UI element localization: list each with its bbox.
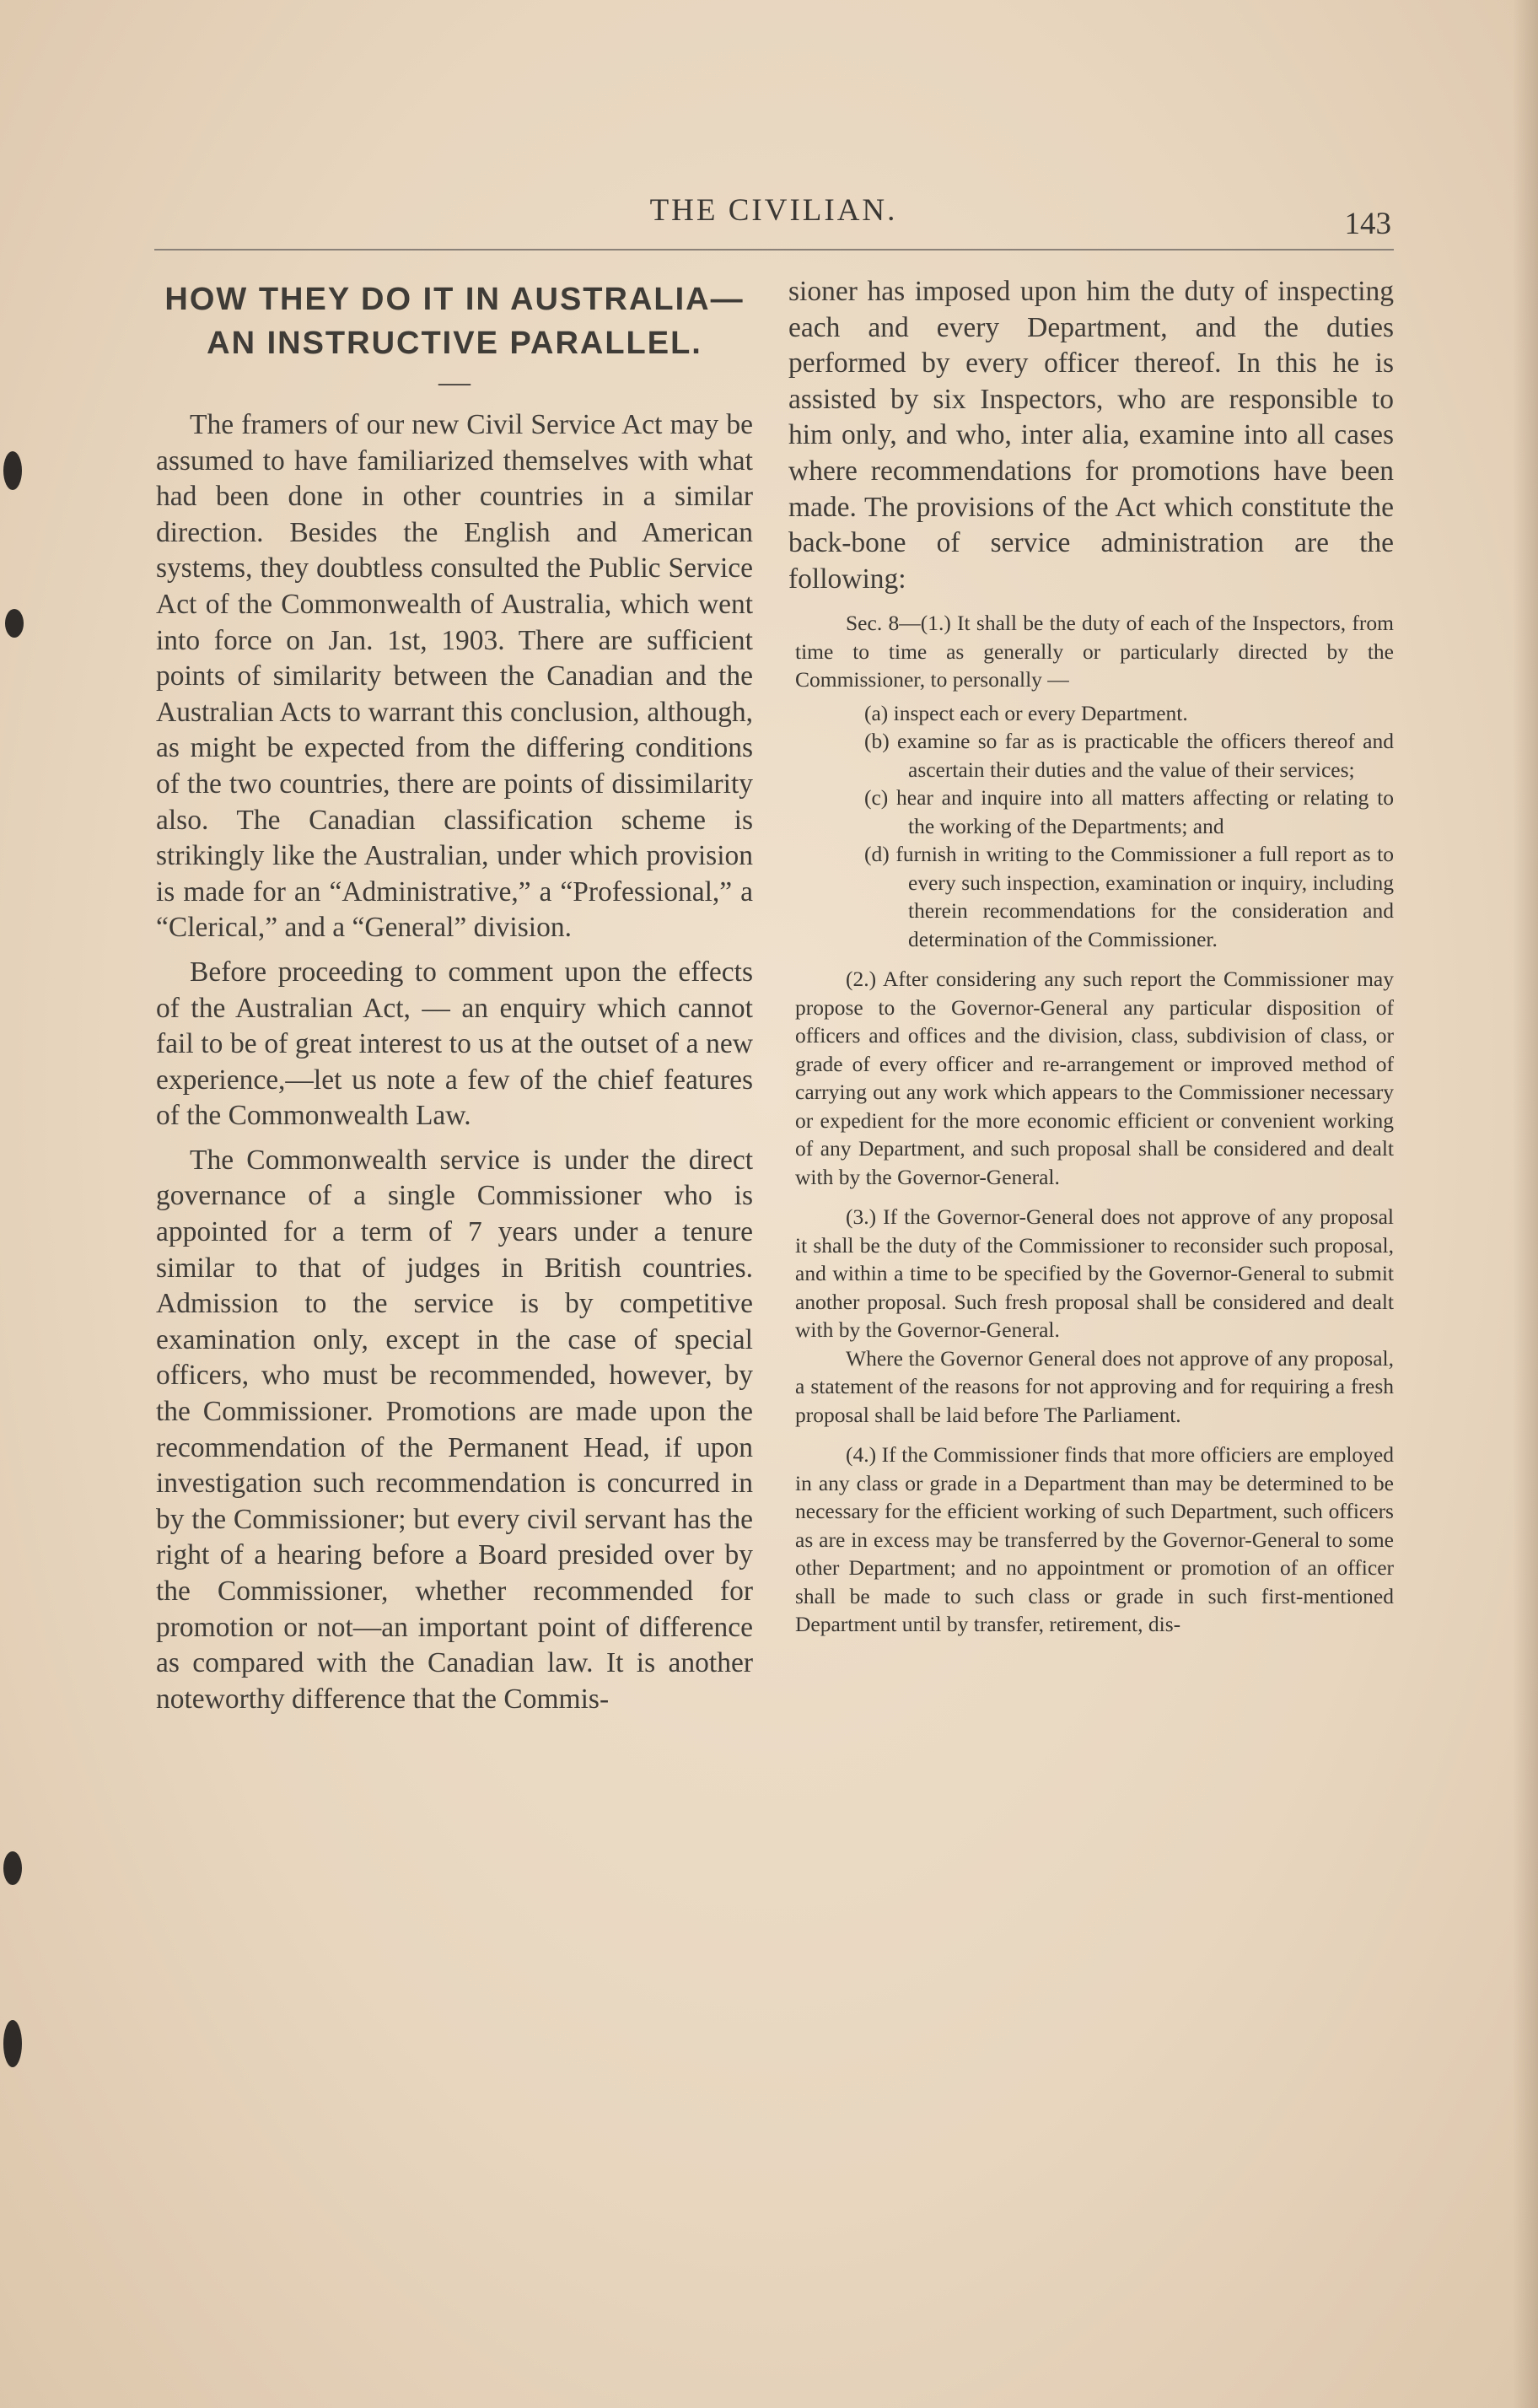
header-rule: [154, 249, 1394, 250]
right-column: [788, 274, 1394, 1639]
left-column: [156, 274, 753, 1726]
statute-excerpt: [788, 609, 1394, 1639]
statute-paragraph: (4.) If the Commissioner finds that more officiers are employed in any class or grade in a Department than may be determined to be necessary for the efficient working of such Department, such officers as are in excess may be transferred by the Governor-General to some other Department; and no appointment or promotion of an officer shall be made to such class or grade in such first-mentioned Department until by transfer, retirement, dis-: [795, 1442, 1394, 1637]
article-paragraph: sioner has imposed upon him the duty of inspecting each and every Department, and the duties performed by every officer thereof. In this he is assisted by six Inspectors, who are responsible to him only, and who, inter alia, examine into all cases where recommendations for promotions have been made. The provisions of the Act which constitute the back-bone of service administration are the following:: [788, 276, 1394, 595]
article-paragraph: Before proceeding to comment upon the effects of the Australian Act, — an enquiry which cannot fail to be of great interest to us at the outset of a new experience,—let us note a few of the chief features of the Commonwealth Law.: [156, 956, 753, 1132]
page-number: 143: [1344, 207, 1391, 241]
article-headline: HOW THEY DO IT IN AUSTRALIA—AN INSTRUCTIVE PARALLEL.: [164, 282, 745, 361]
binding-hole-mark: [5, 609, 24, 638]
page-edge-shadow: [1513, 0, 1538, 2408]
statute-item: (b) examine so far as is practicable the officers thereof and ascertain their duties and the value of their services;: [864, 729, 1394, 782]
statute-section: Sec. 8—(1.) It shall be the duty of each of the Inspectors, from time to time as generally or particularly directed by the Commissioner, to personally —: [795, 611, 1394, 692]
statute-item: (d) furnish in writing to the Commissioner a full report as to every such inspection, examination or inquiry, including therein recommendations for the consideration and determination of the Commissioner.: [864, 842, 1394, 951]
article-paragraph: The Commonwealth service is under the direct governance of a single Commissioner who is appointed for a term of 7 years under a tenure similar to that of judges in British countries. Admission to the service is by competitive examination only, except in the case of special officers, who must be recommended, however, by the Commissioner. Promotions are made upon the recommendation of the Permanent Head, if upon investigation such recommendation is concurred in by the Commissioner; but every civil servant has the right of a hearing before a Board presided over by the Commissioner, whether recommended for promotion or not—an important point of difference as compared with the Canadian law. It is another noteworthy difference that the Commis-: [156, 1144, 753, 1715]
page-header: [156, 192, 1391, 243]
statute-paragraph: Where the Governor General does not approve of any proposal, a statement of the reasons for not approving and for requiring a fresh proposal shall be laid before The Parliament.: [795, 1345, 1394, 1427]
article-paragraph: The framers of our new Civil Service Act may be assumed to have familiarized themselves with what had been done in other countries in a similar direction. Besides the English and American systems, they doubtless consulted the Public Service Act of the Commonwealth of Australia, which went into force on Jan. 1st, 1903. There are sufficient points of similarity between the Canadian and the Australian Acts to warrant this conclusion, although, as might be expected from the differing conditions of the two countries, there are points of dissimilarity also. The Canadian classification scheme is strikingly like the Australian, under which provision is made for an “Administrative,” a “Professional,” a “Clerical,” and a “General” division.: [156, 409, 753, 944]
binding-hole-mark: [3, 451, 22, 490]
binding-hole-mark: [3, 2020, 22, 2067]
journal-title: THE CIVILIAN.: [649, 193, 898, 228]
statute-paragraph: (3.) If the Governor-General does not approve of any proposal it shall be the duty of the Commissioner to reconsider such proposal, and within a time to be specified by the Governor-General to submit another proposal. Such fresh proposal shall be considered and dealt with by the Governor-General.: [795, 1204, 1394, 1343]
headline-rule: —: [438, 364, 471, 400]
binding-hole-mark: [3, 1851, 22, 1885]
statute-item: (c) hear and inquire into all matters affecting or relating to the working of the Departments; and: [864, 785, 1394, 838]
statute-paragraph: (2.) After considering any such report the Commissioner may propose to the Governor-General any particular disposition of officers and offices and the division, class, subdivision of class, or grade of every officer and re-arrangement or improved method of carrying out any work which appears to the Commissioner necessary or expedient for the more economic efficient or convenient working of any Department, and such proposal shall be considered and dealt with by the Governor-General.: [795, 967, 1394, 1189]
statute-item: (a) inspect each or every Department.: [864, 700, 1188, 725]
